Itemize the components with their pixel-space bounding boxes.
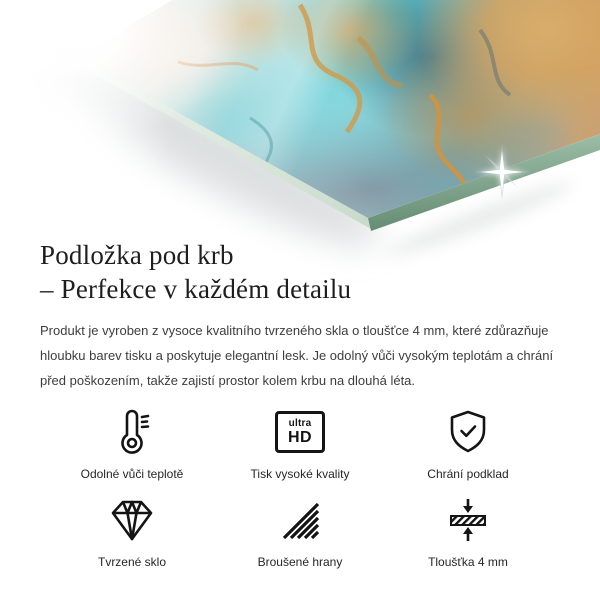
page-title-line-1: Podložka pod krb (40, 240, 234, 270)
feature-heat-resistant (48, 409, 216, 481)
feature-label: Tisk vysoké kvality (250, 467, 350, 481)
beveled-edges-icon (279, 497, 321, 543)
feature-polished-edges (216, 497, 384, 569)
feature-grid (40, 393, 560, 569)
page-title (40, 238, 560, 306)
ultra-hd-icon-text-top: ultra (288, 417, 312, 429)
thermometer-icon (112, 409, 152, 455)
feature-label: Broušené hrany (257, 555, 343, 569)
thickness-icon (446, 497, 490, 543)
ultra-hd-icon (275, 409, 325, 455)
product-description: Produkt je vyroben z vysoce kvalitního tvrzeného skla o tloušťce 4 mm, které zdůrazňuje hloubku barev tisku a poskytuje elegantní lesk. Je odolný vůči vysokým teplotám a chrání před poškozením, takže zajistí prostor kolem krbu na dlouhá léta. (40, 323, 554, 388)
product-hero-image (0, 0, 600, 232)
page-title-line-2: – Perfekce v každém detailu (40, 274, 352, 304)
ultra-hd-icon-text-bottom: HD (287, 428, 313, 446)
product-info-section (0, 238, 600, 569)
feature-tempered-glass (48, 497, 216, 569)
feature-label: Tvrzené sklo (97, 555, 167, 569)
sparkle-highlight-icon (474, 144, 530, 200)
feature-protects-surface (384, 409, 552, 481)
feature-label: Chrání podklad (427, 467, 509, 481)
diamond-icon (109, 497, 155, 543)
feature-thickness (384, 497, 552, 569)
feature-label: Odolné vůči teplotě (80, 467, 184, 481)
feature-hd-print (216, 409, 384, 481)
shield-check-icon (446, 409, 490, 455)
feature-label: Tloušťka 4 mm (428, 555, 508, 569)
